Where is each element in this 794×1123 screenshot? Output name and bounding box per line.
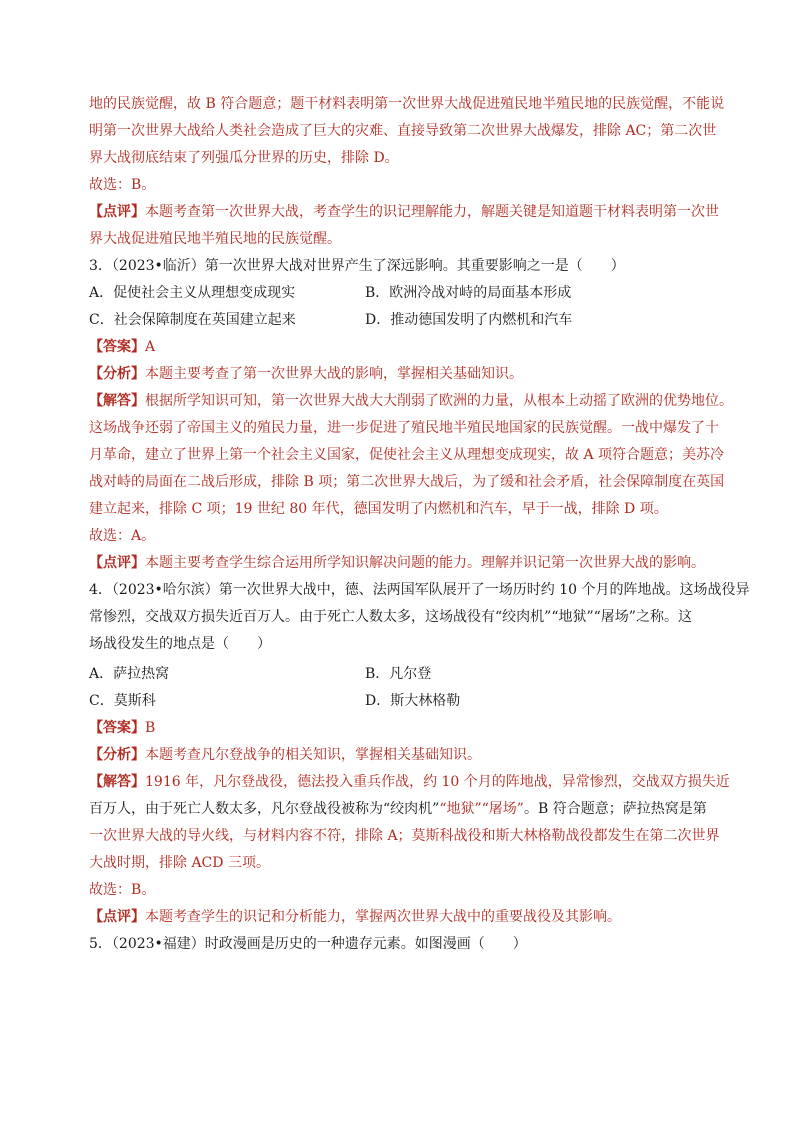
q2-explanation-line-3: 界大战彻底结束了列强瓜分世界的历史，排除 D。	[89, 150, 399, 166]
q3-answer	[89, 337, 155, 357]
q4-option-d: D．斯大林格勒	[365, 693, 461, 709]
q2-comment-line-1	[89, 202, 719, 222]
comment-tag: 【点评】	[89, 204, 145, 220]
q3-comment	[89, 553, 705, 573]
q3-option-b: B．欧洲冷战对峙的局面基本形成	[365, 285, 572, 301]
q4-option-c: C．莫斯科	[89, 693, 156, 709]
q3-option-a: A．促使社会主义从理想变成现实	[89, 285, 296, 301]
q2-comment-text: 本题考查第一次世界大战，考查学生的识记理解能力，解题关键是知道题干材料表明第一次世	[145, 204, 719, 220]
q3-solution-line-3: 月革命，建立了世界上第一个社会主义国家，促使社会主义从理想变成现实，故 A 项符合题意；美苏冷	[89, 447, 725, 463]
q4-solution-l2c: 。B 符合题意；萨拉热窝是第	[523, 801, 707, 817]
solution-tag: 【解答】	[89, 393, 145, 409]
q4-stem-line-2: 常惨烈，交战双方损失近百万人。由于死亡人数太多，这场战役有“绞肉机”“地狱”“屠场”之称。这	[89, 609, 692, 625]
q4-stem-line-3: 场战役发生的地点是（ ）	[89, 636, 271, 652]
q5-stem: 5．（2023•福建）时政漫画是历史的一种遗存元素。如图漫画（ ）	[89, 936, 527, 952]
q3-solution-line-4: 战对峙的局面在二战后形成，排除 B 项；第二次世界大战后，为了缓和社会矛盾，社会保障制度在英国	[89, 474, 725, 490]
q4-answer-value: B	[145, 720, 156, 736]
q4-analysis	[89, 745, 481, 765]
q4-solution-line-3: 一次世界大战的导火线，与材料内容不符，排除 A；莫斯科战役和斯大林格勒战役都发生在第二次世界	[89, 828, 720, 844]
comment-tag: 【点评】	[89, 555, 145, 571]
q4-solution-l2a: 百万人，由于死亡人数太多，凡尔登战役被称为“绞肉机”	[89, 801, 440, 817]
q2-explanation-line-2: 明第一次世界大战给人类社会造成了巨大的灾难、直接导致第二次世界大战爆发，排除 AC；第二次世	[89, 123, 717, 139]
comment-tag: 【点评】	[89, 909, 145, 925]
q4-answer	[89, 718, 155, 738]
answer-tag: 【答案】	[89, 339, 145, 355]
analysis-tag: 【分析】	[89, 366, 145, 382]
q2-choice: 故选：B。	[89, 177, 156, 193]
q3-stem: 3．（2023•临沂）第一次世界大战对世界产生了深远影响。其重要影响之一是（ ）	[89, 258, 625, 274]
q3-answer-value: A	[145, 339, 156, 355]
q3-comment-text: 本题主要考查学生综合运用所学知识解决问题的能力。理解并识记第一次世界大战的影响。	[145, 555, 705, 571]
q2-explanation-line-1: 地的民族觉醒，故 B 符合题意；题干材料表明第一次世界大战促进殖民地半殖民地的民族觉醒，不能说	[89, 96, 725, 112]
analysis-tag: 【分析】	[89, 747, 145, 763]
q4-option-b: B．凡尔登	[365, 666, 432, 682]
q3-option-c: C．社会保障制度在英国建立起来	[89, 312, 296, 328]
q3-analysis	[89, 364, 523, 384]
q3-option-d: D．推动德国发明了内燃机和汽车	[365, 312, 573, 328]
q4-solution-line-2	[89, 799, 707, 819]
q4-analysis-text: 本题考查凡尔登战争的相关知识，掌握相关基础知识。	[145, 747, 481, 763]
q3-choice: 故选：A。	[89, 528, 156, 544]
q3-solution-line-2: 这场战争还弱了帝国主义的殖民力量，进一步促进了殖民地半殖民地国家的民族觉醒。一战中爆发了十	[89, 420, 719, 436]
q3-solution-text: 根据所学知识可知，第一次世界大战大大削弱了欧洲的力量，从根本上动摇了欧洲的优势地位。	[145, 393, 733, 409]
q3-analysis-text: 本题主要考查了第一次世界大战的影响，掌握相关基础知识。	[145, 366, 523, 382]
q4-solution-l2b: “地狱”“屠场”	[439, 801, 524, 817]
q3-solution-line-5: 建立起来，排除 C 项；19 世纪 80 年代，德国发明了内燃机和汽车，早于一战，排除 D 项。	[89, 501, 668, 517]
solution-tag: 【解答】	[89, 774, 145, 790]
q3-solution-line-1	[89, 391, 733, 411]
q2-comment-line-2: 界大战促进殖民地半殖民地的民族觉醒。	[89, 231, 341, 247]
q4-solution-line-4: 大战时期，排除 ACD 三项。	[89, 855, 270, 871]
q4-solution-text: 1916 年，凡尔登战役，德法投入重兵作战，约 10 个月的阵地战，异常惨烈，交战双方损失近	[145, 774, 730, 790]
answer-tag: 【答案】	[89, 720, 145, 736]
q4-comment-text: 本题考查学生的识记和分析能力，掌握两次世界大战中的重要战役及其影响。	[145, 909, 621, 925]
q4-stem-line-1: 4．（2023•哈尔滨）第一次世界大战中，德、法两国军队展开了一场历时约 10 个月的阵地战。这场战役异	[89, 582, 750, 598]
q4-option-a: A．萨拉热窝	[89, 666, 170, 682]
q4-solution-line-1	[89, 772, 730, 792]
q4-choice: 故选：B。	[89, 882, 156, 898]
q4-comment	[89, 907, 621, 927]
